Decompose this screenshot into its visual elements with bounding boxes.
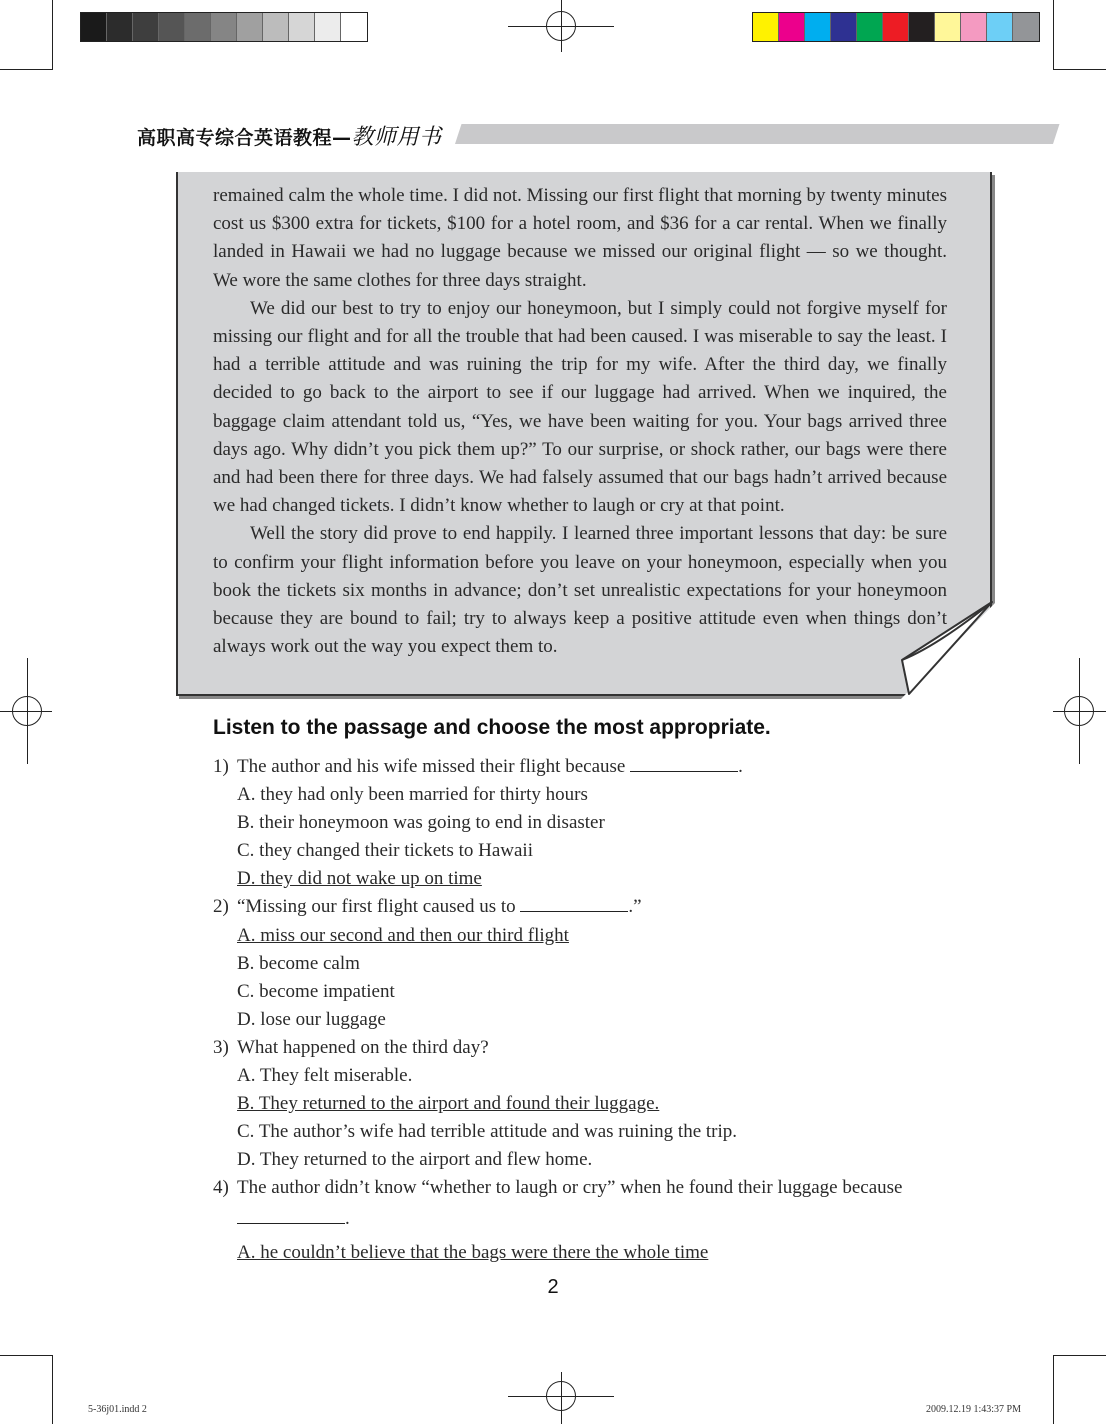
passage-text (213, 182, 947, 661)
passage-paragraph: Well the story did prove to end happily. I learned three important lessons that day: be sure to confirm your flight information before you leave on your honeymoon, especially when you book the tickets six months in advance; don’t set unrealistic expectations for your honeymoon because they are bound to fail; try to always keep a positive attitude even when things don’t always work out the way you expect them to. (213, 523, 947, 658)
option: D. lose our luggage (237, 1008, 386, 1030)
book-title: 高职高专综合英语教程 (137, 127, 333, 149)
color-swatch (831, 13, 857, 41)
crop-mark (0, 1355, 52, 1356)
color-swatch (1013, 13, 1039, 41)
question-stem-end: .” (628, 896, 642, 918)
option-correct: A. he couldn’t believe that the bags were there the whole time (237, 1241, 709, 1263)
slug-filename: 5-36j01.indd 2 (88, 1404, 147, 1415)
question-2 (213, 893, 947, 921)
answer-blank-row (213, 1203, 947, 1233)
crop-mark (1053, 1355, 1106, 1356)
question-stem-end: . (345, 1207, 350, 1229)
question-stem: What happened on the third day? (237, 1036, 489, 1058)
option: A. they had only been married for thirty hours (237, 784, 588, 806)
color-swatch (107, 13, 133, 41)
color-swatch (263, 13, 289, 41)
answer-blank (630, 755, 738, 772)
question-number: 2) (213, 896, 229, 918)
crop-mark (52, 1355, 53, 1424)
option-correct: D. they did not wake up on time (237, 868, 482, 890)
color-swatch (289, 13, 315, 41)
question-stem: “Missing our first flight caused us to (237, 896, 521, 918)
question-stem-end: . (738, 756, 743, 777)
color-swatch (857, 13, 883, 41)
color-swatch (779, 13, 805, 41)
option: B. their honeymoon was going to end in disaster (237, 812, 605, 834)
color-swatch (753, 13, 779, 41)
option: D. They returned to the airport and flew home. (237, 1149, 593, 1171)
color-swatch (133, 13, 159, 41)
option: C. The author’s wife had terrible attitude and was ruining the trip. (237, 1121, 738, 1143)
passage-paragraph: remained calm the whole time. I did not. Missing our first flight that morning by twenty minutes cost us $300 extra for tickets, $100 for a hotel room, and $36 for a car rental. When we finally landed in Hawaii we had no luggage because we missed our original flight — so we thought. We wore the same clothes for three days straight. (213, 185, 947, 291)
option: A. They felt miserable. (237, 1065, 413, 1087)
passage-paragraph: We did our best to try to enjoy our honeymoon, but I simply could not forgive myself for missing our flight and for all the trouble that had been caused. I was miserable to say the least. I had a terrible attitude and was ruining the trip for my wife. After the third day, we finally decided to go back to the airport to see if our luggage had arrived. When we inquired, the baggage claim attendant told us, “Yes, we have been waiting for you. Your bags arrived three days ago. Why didn’t you pick them up?” To our surprise, or shock rather, our bags were there and had been there for three days. We had falsely assumed that our bags hadn’t arrived because we had changed tickets. I didn’t know whether to laugh or cry at that point. (213, 297, 947, 517)
color-swatch (935, 13, 961, 41)
option: C. they changed their tickets to Hawaii (237, 840, 533, 862)
exercise-questions (213, 753, 947, 1267)
running-header (137, 120, 442, 151)
color-swatch (961, 13, 987, 41)
color-swatch (987, 13, 1013, 41)
color-swatch (805, 13, 831, 41)
question-1 (213, 753, 947, 781)
question-4 (213, 1174, 947, 1202)
question-3 (213, 1034, 947, 1062)
option-correct: B. They returned to the airport and found their luggage. (237, 1093, 660, 1115)
page-number: 2 (547, 1276, 559, 1298)
color-swatch (883, 13, 909, 41)
crop-mark (1053, 69, 1106, 70)
slug-timestamp: 2009.12.19 1:43:37 PM (926, 1404, 1022, 1415)
header-dash: — (332, 127, 352, 149)
color-swatch (909, 13, 935, 41)
color-swatch (81, 13, 107, 41)
crop-mark (52, 0, 53, 70)
color-swatch (315, 13, 341, 41)
question-stem: The author and his wife missed their flight because (237, 756, 631, 777)
color-swatch (185, 13, 211, 41)
option-correct: A. miss our second and then our third flight (237, 924, 569, 946)
color-swatch (159, 13, 185, 41)
crop-mark (1053, 0, 1054, 70)
question-number: 3) (213, 1036, 229, 1058)
header-gray-bar (455, 124, 1059, 144)
color-swatch (341, 13, 367, 41)
crop-mark (0, 69, 52, 70)
question-number: 4) (213, 1177, 229, 1199)
option: B. become calm (237, 952, 360, 974)
crop-mark (1053, 1355, 1054, 1424)
color-swatch-bar (752, 12, 1040, 42)
color-swatch (237, 13, 263, 41)
answer-blank (520, 895, 628, 912)
grayscale-swatch-bar (80, 12, 368, 42)
book-subtitle: 教师用书 (351, 125, 442, 150)
question-stem: The author didn’t know “whether to laugh or cry” when he found their luggage because (237, 1177, 903, 1199)
option: C. become impatient (237, 980, 395, 1002)
color-swatch (211, 13, 237, 41)
exercise-title: Listen to the passage and choose the most appropriate. (213, 716, 771, 739)
answer-blank (237, 1203, 345, 1224)
question-number: 1) (213, 756, 229, 777)
